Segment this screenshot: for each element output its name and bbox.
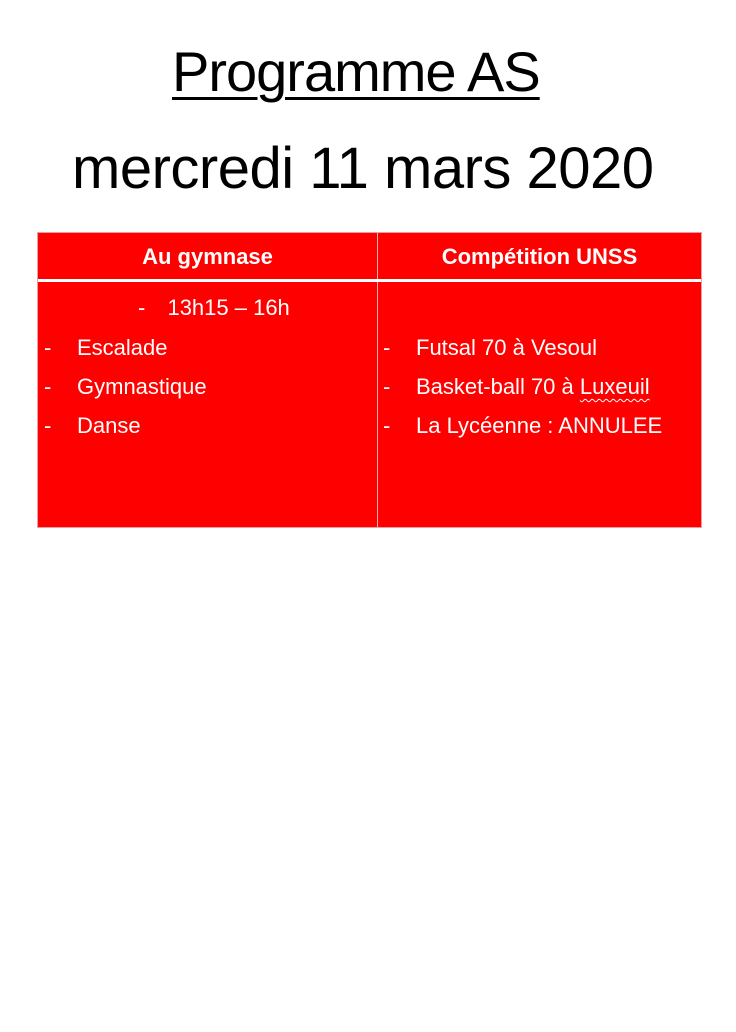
- header-au-gymnase: Au gymnase: [142, 244, 273, 269]
- header-competition-unss: Compétition UNSS: [441, 244, 638, 269]
- time-slot: [138, 293, 290, 323]
- list-bullet: -: [44, 335, 52, 360]
- time-text: 13h15 – 16h: [167, 295, 290, 320]
- activity-gymnastique: Gymnastique: [77, 374, 207, 399]
- competition-futsal: Futsal 70 à Vesoul: [416, 335, 598, 360]
- programme-table: [38, 233, 701, 527]
- competition-lyceenne: La Lycéenne : ANNULEE: [416, 413, 663, 438]
- page-subtitle-date: mercredi 11 mars 2020: [72, 136, 654, 201]
- activity-danse: Danse: [77, 413, 141, 438]
- list-bullet: -: [44, 413, 52, 438]
- page-title: Programme AS: [172, 40, 540, 103]
- header-row-divider: [38, 279, 701, 282]
- column-divider: [377, 233, 378, 527]
- competition-basketball-place: Luxeuil: [579, 374, 650, 399]
- list-bullet: -: [44, 374, 52, 399]
- competition-basketball: [416, 372, 650, 402]
- time-dash: -: [138, 295, 146, 320]
- list-bullet: -: [383, 374, 391, 399]
- competition-basketball-text: Basket-ball 70 à: [416, 374, 580, 399]
- list-bullet: -: [383, 413, 391, 438]
- list-bullet: -: [383, 335, 391, 360]
- activity-escalade: Escalade: [77, 335, 168, 360]
